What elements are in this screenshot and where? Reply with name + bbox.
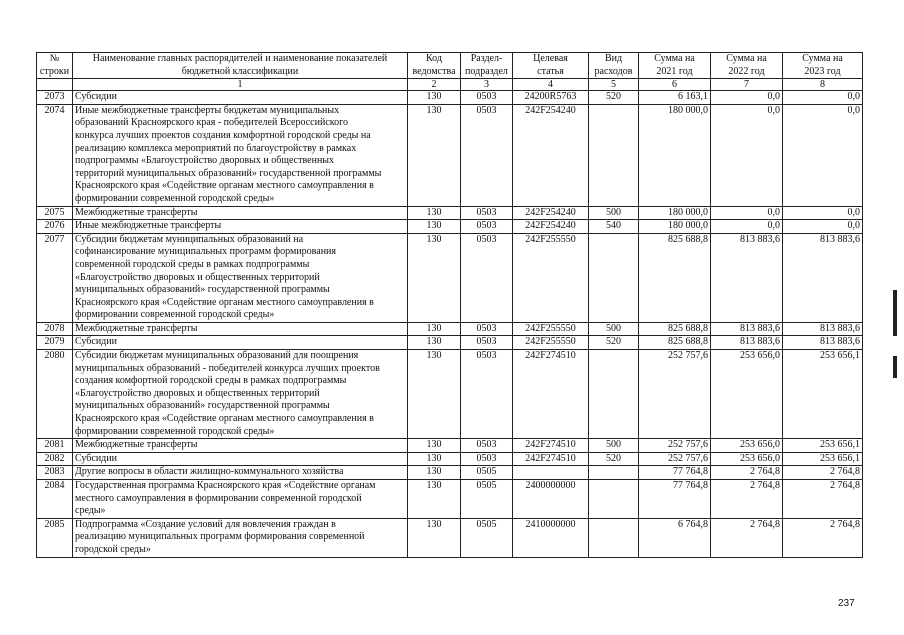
section-code-cell: 0503 xyxy=(461,322,513,336)
sum-2022-cell: 813 883,6 xyxy=(711,336,783,350)
description-line: формировании современной городской среды» xyxy=(75,309,275,321)
sum-2021-cell: 180 000,0 xyxy=(639,206,711,220)
department-code-cell: 130 xyxy=(408,480,461,519)
section-code-cell: 0503 xyxy=(461,220,513,234)
sum-2023-cell: 0,0 xyxy=(783,206,863,220)
section-code-cell: 0503 xyxy=(461,350,513,439)
scan-edge-mark xyxy=(893,356,897,378)
row-number: 2073 xyxy=(37,91,73,105)
section-code-cell: 0505 xyxy=(461,480,513,519)
sum-2022-cell: 2 764,8 xyxy=(711,518,783,557)
row-number: 2084 xyxy=(37,480,73,519)
row-description xyxy=(73,104,408,206)
section-code-cell: 0503 xyxy=(461,439,513,453)
sum-2023-cell: 253 656,1 xyxy=(783,452,863,466)
sum-2023-cell: 2 764,8 xyxy=(783,518,863,557)
table-row xyxy=(37,439,863,453)
sum-2022-cell: 0,0 xyxy=(711,91,783,105)
expense-type-cell: 500 xyxy=(589,439,639,453)
table-row xyxy=(37,336,863,350)
header-text-line: бюджетной классификации xyxy=(181,65,299,77)
sum-2022-cell: 253 656,0 xyxy=(711,439,783,453)
row-description xyxy=(73,452,408,466)
description-line: софинансирование муниципальных программ формирования xyxy=(75,246,336,258)
header-text-line: строки xyxy=(39,65,70,77)
row-number: 2075 xyxy=(37,206,73,220)
row-description xyxy=(73,466,408,480)
sum-2022-cell: 813 883,6 xyxy=(711,233,783,322)
row-description xyxy=(73,220,408,234)
table-row xyxy=(37,518,863,557)
sum-2023-cell: 253 656,1 xyxy=(783,439,863,453)
header-text-line: 2022 год xyxy=(728,65,765,77)
sum-2021-cell: 252 757,6 xyxy=(639,439,711,453)
description-line: Иные межбюджетные трансферты бюджетам муниципальных xyxy=(75,104,340,116)
department-code-cell: 130 xyxy=(408,350,461,439)
description-line: Другие вопросы в области жилищно-коммунального хозяйства xyxy=(75,466,344,478)
column-number xyxy=(37,79,73,91)
header-text-line: Целевая xyxy=(533,53,568,64)
header-text-line: 2021 год xyxy=(656,65,693,77)
expense-type-cell: 500 xyxy=(589,322,639,336)
expense-type-cell: 540 xyxy=(589,220,639,234)
sum-2022-cell: 253 656,0 xyxy=(711,452,783,466)
sum-2023-cell: 2 764,8 xyxy=(783,466,863,480)
expense-type-cell: 500 xyxy=(589,206,639,220)
row-description xyxy=(73,336,408,350)
description-line: Подпрограмма «Создание условий для вовлечения граждан в xyxy=(75,518,336,530)
header-text-line: № xyxy=(49,53,60,64)
department-code-cell: 130 xyxy=(408,206,461,220)
description-line: современной городской среды в рамках подпрограммы xyxy=(75,258,310,270)
expense-type-cell xyxy=(589,480,639,519)
row-description xyxy=(73,518,408,557)
sum-2023-cell: 0,0 xyxy=(783,220,863,234)
section-code-cell: 0503 xyxy=(461,104,513,206)
department-code-cell: 130 xyxy=(408,439,461,453)
budget-table xyxy=(36,52,863,558)
description-line: Субсидии xyxy=(75,91,117,103)
sum-2021-cell: 252 757,6 xyxy=(639,350,711,439)
table-row xyxy=(37,322,863,336)
table-body xyxy=(37,91,863,557)
description-line: формировании современной городской среды» xyxy=(75,192,275,204)
description-line: образований Красноярского края - победителей Всероссийского xyxy=(75,117,348,129)
sum-2022-cell: 0,0 xyxy=(711,206,783,220)
description-line: Субсидии бюджетам муниципальных образований для поощрения xyxy=(75,350,359,362)
header-text-line: расходов xyxy=(594,65,633,77)
sum-2021-cell: 825 688,8 xyxy=(639,322,711,336)
department-code-cell: 130 xyxy=(408,104,461,206)
row-number: 2082 xyxy=(37,452,73,466)
column-number: 6 xyxy=(639,79,711,91)
scan-edge-mark xyxy=(893,290,897,336)
description-line: Красноярского края «Содействие органам местного самоуправления в xyxy=(75,296,374,308)
table-row xyxy=(37,91,863,105)
description-line: реализацию комплекса мероприятий по благоустройству в рамках xyxy=(75,142,357,154)
table-row xyxy=(37,206,863,220)
department-code-cell: 130 xyxy=(408,466,461,480)
page-number: 237 xyxy=(838,598,855,609)
column-number: 7 xyxy=(711,79,783,91)
department-code-cell: 130 xyxy=(408,336,461,350)
description-line: местного самоуправления в формировании современной городской xyxy=(75,492,362,504)
row-description xyxy=(73,233,408,322)
header-text-line: Наименование главных распорядителей и наименование показателей xyxy=(92,53,388,64)
sum-2023-cell: 813 883,6 xyxy=(783,233,863,322)
description-line: Субсидии бюджетам муниципальных образований на xyxy=(75,233,304,245)
target-article-cell: 242F254240 xyxy=(513,104,589,206)
sum-2022-cell: 253 656,0 xyxy=(711,350,783,439)
sum-2021-cell: 77 764,8 xyxy=(639,466,711,480)
row-description xyxy=(73,350,408,439)
section-code-cell: 0503 xyxy=(461,233,513,322)
description-line: Субсидии xyxy=(75,452,117,464)
row-number: 2083 xyxy=(37,466,73,480)
header-text-line: подраздел xyxy=(465,65,508,77)
row-number: 2079 xyxy=(37,336,73,350)
col-target-article-header xyxy=(513,53,589,79)
expense-type-cell: 520 xyxy=(589,336,639,350)
sum-2022-cell: 813 883,6 xyxy=(711,322,783,336)
row-number: 2078 xyxy=(37,322,73,336)
sum-2022-cell: 2 764,8 xyxy=(711,480,783,519)
target-article-cell: 242F274510 xyxy=(513,350,589,439)
column-number: 1 xyxy=(73,79,408,91)
col-sum-2023-header xyxy=(783,53,863,79)
column-number: 4 xyxy=(513,79,589,91)
column-number: 2 xyxy=(408,79,461,91)
description-line: Красноярского края «Содействие органам местного самоуправления в xyxy=(75,413,374,425)
sum-2021-cell: 6 764,8 xyxy=(639,518,711,557)
department-code-cell: 130 xyxy=(408,518,461,557)
table-row xyxy=(37,220,863,234)
table-row xyxy=(37,480,863,519)
row-description xyxy=(73,322,408,336)
description-line: территорий муниципальных образований» государственной программы xyxy=(75,167,382,179)
department-code-cell: 130 xyxy=(408,452,461,466)
section-code-cell: 0503 xyxy=(461,336,513,350)
section-code-cell: 0505 xyxy=(461,466,513,480)
description-line: подпрограммы «Благоустройство дворовых и общественных xyxy=(75,155,335,167)
table-row xyxy=(37,452,863,466)
sum-2021-cell: 180 000,0 xyxy=(639,104,711,206)
department-code-cell: 130 xyxy=(408,220,461,234)
header-text-line: статья xyxy=(537,65,564,77)
description-line: муниципальных образований» государственной программы xyxy=(75,400,330,412)
description-line: «Благоустройство дворовых и общественных территорий xyxy=(75,271,320,283)
header-text-line: ведомства xyxy=(412,65,456,77)
description-line: Субсидии xyxy=(75,336,117,348)
row-number: 2080 xyxy=(37,350,73,439)
description-line: Красноярского края «Содействие органам местного самоуправления в xyxy=(75,180,374,192)
table-header xyxy=(37,53,863,91)
row-number: 2074 xyxy=(37,104,73,206)
expense-type-cell: 520 xyxy=(589,91,639,105)
col-name-header xyxy=(73,53,408,79)
sum-2023-cell: 0,0 xyxy=(783,104,863,206)
target-article-cell: 2400000000 xyxy=(513,480,589,519)
section-code-cell: 0503 xyxy=(461,206,513,220)
header-text-line: Вид xyxy=(604,53,623,64)
sum-2023-cell: 253 656,1 xyxy=(783,350,863,439)
header-row xyxy=(37,53,863,79)
department-code-cell: 130 xyxy=(408,91,461,105)
target-article-cell xyxy=(513,466,589,480)
sum-2022-cell: 0,0 xyxy=(711,220,783,234)
target-article-cell: 2410000000 xyxy=(513,518,589,557)
table-row xyxy=(37,466,863,480)
description-line: реализацию муниципальных программ формирования современной xyxy=(75,531,365,543)
description-line: Межбюджетные трансферты xyxy=(75,439,198,451)
col-row-number-header xyxy=(37,53,73,79)
col-expense-type-header xyxy=(589,53,639,79)
description-line: Государственная программа Красноярского края «Содействие органам xyxy=(75,480,376,491)
description-line: «Благоустройство дворовых и общественных территорий xyxy=(75,387,320,399)
header-text-line: Раздел- xyxy=(470,53,503,64)
target-article-cell: 242F254240 xyxy=(513,206,589,220)
target-article-cell: 242F255550 xyxy=(513,233,589,322)
sum-2022-cell: 0,0 xyxy=(711,104,783,206)
target-article-cell: 242F274510 xyxy=(513,439,589,453)
description-line: среды» xyxy=(75,505,106,517)
col-section-header xyxy=(461,53,513,79)
description-line: Межбюджетные трансферты xyxy=(75,322,198,334)
column-number: 3 xyxy=(461,79,513,91)
header-text-line: Сумма на xyxy=(654,53,695,64)
row-number: 2076 xyxy=(37,220,73,234)
section-code-cell: 0505 xyxy=(461,518,513,557)
section-code-cell: 0503 xyxy=(461,91,513,105)
description-line: городской среды» xyxy=(75,543,151,555)
sum-2021-cell: 6 163,1 xyxy=(639,91,711,105)
department-code-cell: 130 xyxy=(408,322,461,336)
description-line: конкурса лучших проектов создания комфортной городской среды на xyxy=(75,129,371,141)
description-line: формировании современной городской среды» xyxy=(75,425,275,437)
expense-type-cell xyxy=(589,518,639,557)
description-line: создания комфортной городской среды в рамках подпрограммы xyxy=(75,375,347,387)
column-number: 5 xyxy=(589,79,639,91)
row-description xyxy=(73,206,408,220)
expense-type-cell xyxy=(589,466,639,480)
sum-2021-cell: 180 000,0 xyxy=(639,220,711,234)
column-number: 8 xyxy=(783,79,863,91)
description-line: Межбюджетные трансферты xyxy=(75,206,198,218)
expense-type-cell xyxy=(589,350,639,439)
header-text-line: Код xyxy=(426,53,442,64)
target-article-cell: 24200R5763 xyxy=(513,91,589,105)
row-number: 2081 xyxy=(37,439,73,453)
row-description xyxy=(73,91,408,105)
sum-2022-cell: 2 764,8 xyxy=(711,466,783,480)
sum-2021-cell: 77 764,8 xyxy=(639,480,711,519)
description-line: муниципальных образований - победителей конкурса лучших проектов xyxy=(75,362,380,374)
col-department-code-header xyxy=(408,53,461,79)
row-number: 2077 xyxy=(37,233,73,322)
expense-type-cell: 520 xyxy=(589,452,639,466)
header-text-line: 2023 год xyxy=(804,65,841,77)
table-row xyxy=(37,233,863,322)
expense-type-cell xyxy=(589,233,639,322)
expense-type-cell xyxy=(589,104,639,206)
row-number: 2085 xyxy=(37,518,73,557)
target-article-cell: 242F255550 xyxy=(513,322,589,336)
sum-2021-cell: 252 757,6 xyxy=(639,452,711,466)
target-article-cell: 242F254240 xyxy=(513,220,589,234)
header-text-line: Сумма на xyxy=(802,53,843,64)
sum-2023-cell: 813 883,6 xyxy=(783,322,863,336)
department-code-cell: 130 xyxy=(408,233,461,322)
section-code-cell: 0503 xyxy=(461,452,513,466)
sum-2023-cell: 2 764,8 xyxy=(783,480,863,519)
sum-2021-cell: 825 688,8 xyxy=(639,233,711,322)
sum-2021-cell: 825 688,8 xyxy=(639,336,711,350)
row-description xyxy=(73,480,408,519)
description-line: муниципальных образований» государственной программы xyxy=(75,284,330,296)
target-article-cell: 242F255550 xyxy=(513,336,589,350)
header-text-line: Сумма на xyxy=(726,53,767,64)
column-number-row xyxy=(37,79,863,91)
sum-2023-cell: 813 883,6 xyxy=(783,336,863,350)
sum-2023-cell: 0,0 xyxy=(783,91,863,105)
table-row xyxy=(37,104,863,206)
row-description xyxy=(73,439,408,453)
col-sum-2021-header xyxy=(639,53,711,79)
description-line: Иные межбюджетные трансферты xyxy=(75,220,222,232)
target-article-cell: 242F274510 xyxy=(513,452,589,466)
table-row xyxy=(37,350,863,439)
col-sum-2022-header xyxy=(711,53,783,79)
